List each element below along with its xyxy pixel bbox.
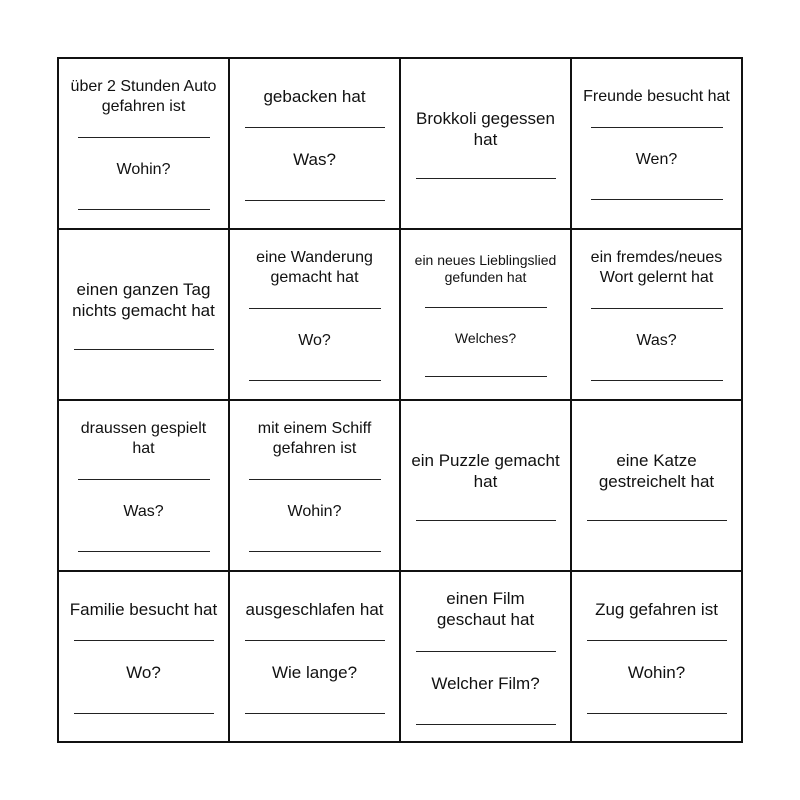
bingo-cell[interactable]	[572, 59, 743, 230]
bingo-cell[interactable]	[59, 230, 230, 401]
answer-line[interactable]	[245, 200, 385, 201]
cell-question: Wohin?	[627, 662, 686, 682]
cell-prompt: draussen gespielt hat	[80, 419, 207, 457]
answer-line[interactable]	[249, 380, 381, 381]
cell-prompt: Brokkoli gegessen hat	[416, 108, 555, 149]
cell-question: Welches?	[454, 329, 517, 346]
bingo-cell[interactable]	[230, 572, 401, 743]
answer-line[interactable]	[587, 713, 727, 714]
cell-prompt: ein Puzzle gemacht hat	[411, 450, 560, 491]
bingo-cell[interactable]	[230, 401, 401, 572]
cell-question: Wohin?	[287, 502, 342, 520]
answer-line[interactable]	[587, 520, 727, 521]
answer-line[interactable]	[74, 640, 214, 641]
answer-line[interactable]	[245, 713, 385, 714]
bingo-grid	[57, 57, 743, 743]
cell-prompt: einen Film geschaut hat	[436, 589, 535, 630]
cell-prompt: Zug gefahren ist	[595, 599, 718, 619]
answer-line[interactable]	[249, 479, 381, 480]
bingo-cell[interactable]	[401, 59, 572, 230]
cell-question: Welcher Film?	[431, 673, 540, 693]
answer-line[interactable]	[245, 127, 385, 128]
answer-line[interactable]	[78, 551, 210, 552]
answer-line[interactable]	[416, 520, 556, 521]
bingo-cell[interactable]	[59, 401, 230, 572]
bingo-cell[interactable]	[572, 401, 743, 572]
cell-prompt: einen ganzen Tag nichts gemacht hat	[72, 279, 215, 320]
answer-line[interactable]	[78, 137, 210, 138]
answer-line[interactable]	[249, 308, 381, 309]
answer-line[interactable]	[245, 640, 385, 641]
answer-line[interactable]	[591, 127, 723, 128]
cell-prompt: gebacken hat	[263, 86, 366, 106]
answer-line[interactable]	[587, 640, 727, 641]
answer-line[interactable]	[416, 724, 556, 725]
bingo-cell[interactable]	[230, 230, 401, 401]
answer-line[interactable]	[591, 380, 723, 381]
cell-question: Wen?	[635, 150, 678, 168]
bingo-cell[interactable]	[59, 59, 230, 230]
cell-prompt: ausgeschlafen hat	[245, 599, 384, 619]
cell-prompt: eine Katze gestreichelt hat	[598, 450, 715, 491]
answer-line[interactable]	[591, 308, 723, 309]
bingo-cell[interactable]	[401, 230, 572, 401]
cell-prompt: mit einem Schiff gefahren ist	[257, 419, 372, 457]
bingo-cell[interactable]	[401, 401, 572, 572]
cell-question: Wo?	[126, 662, 161, 682]
bingo-cell[interactable]	[401, 572, 572, 743]
answer-line[interactable]	[416, 178, 556, 179]
cell-question: Wo?	[298, 331, 331, 349]
cell-prompt: ein neues Lieblingslied gefunden hat	[414, 251, 557, 286]
cell-prompt: eine Wanderung gemacht hat	[256, 248, 373, 286]
cell-question: Wie lange?	[271, 662, 358, 682]
cell-question: Wohin?	[116, 160, 171, 178]
cell-question: Was?	[123, 502, 164, 520]
answer-line[interactable]	[425, 307, 547, 308]
answer-line[interactable]	[425, 376, 547, 377]
bingo-cell[interactable]	[59, 572, 230, 743]
answer-line[interactable]	[78, 209, 210, 210]
bingo-cell[interactable]	[230, 59, 401, 230]
cell-prompt: über 2 Stunden Auto gefahren ist	[70, 77, 217, 115]
cell-prompt: Freunde besucht hat	[583, 87, 730, 105]
answer-line[interactable]	[78, 479, 210, 480]
answer-line[interactable]	[416, 651, 556, 652]
answer-line[interactable]	[249, 551, 381, 552]
cell-prompt: Familie besucht hat	[69, 599, 218, 619]
answer-line[interactable]	[74, 349, 214, 350]
answer-line[interactable]	[74, 713, 214, 714]
cell-question: Was?	[636, 331, 677, 349]
cell-prompt: ein fremdes/neues Wort gelernt hat	[590, 248, 723, 286]
bingo-cell[interactable]	[572, 230, 743, 401]
answer-line[interactable]	[591, 199, 723, 200]
cell-question: Was?	[293, 149, 336, 169]
bingo-cell[interactable]	[572, 572, 743, 743]
